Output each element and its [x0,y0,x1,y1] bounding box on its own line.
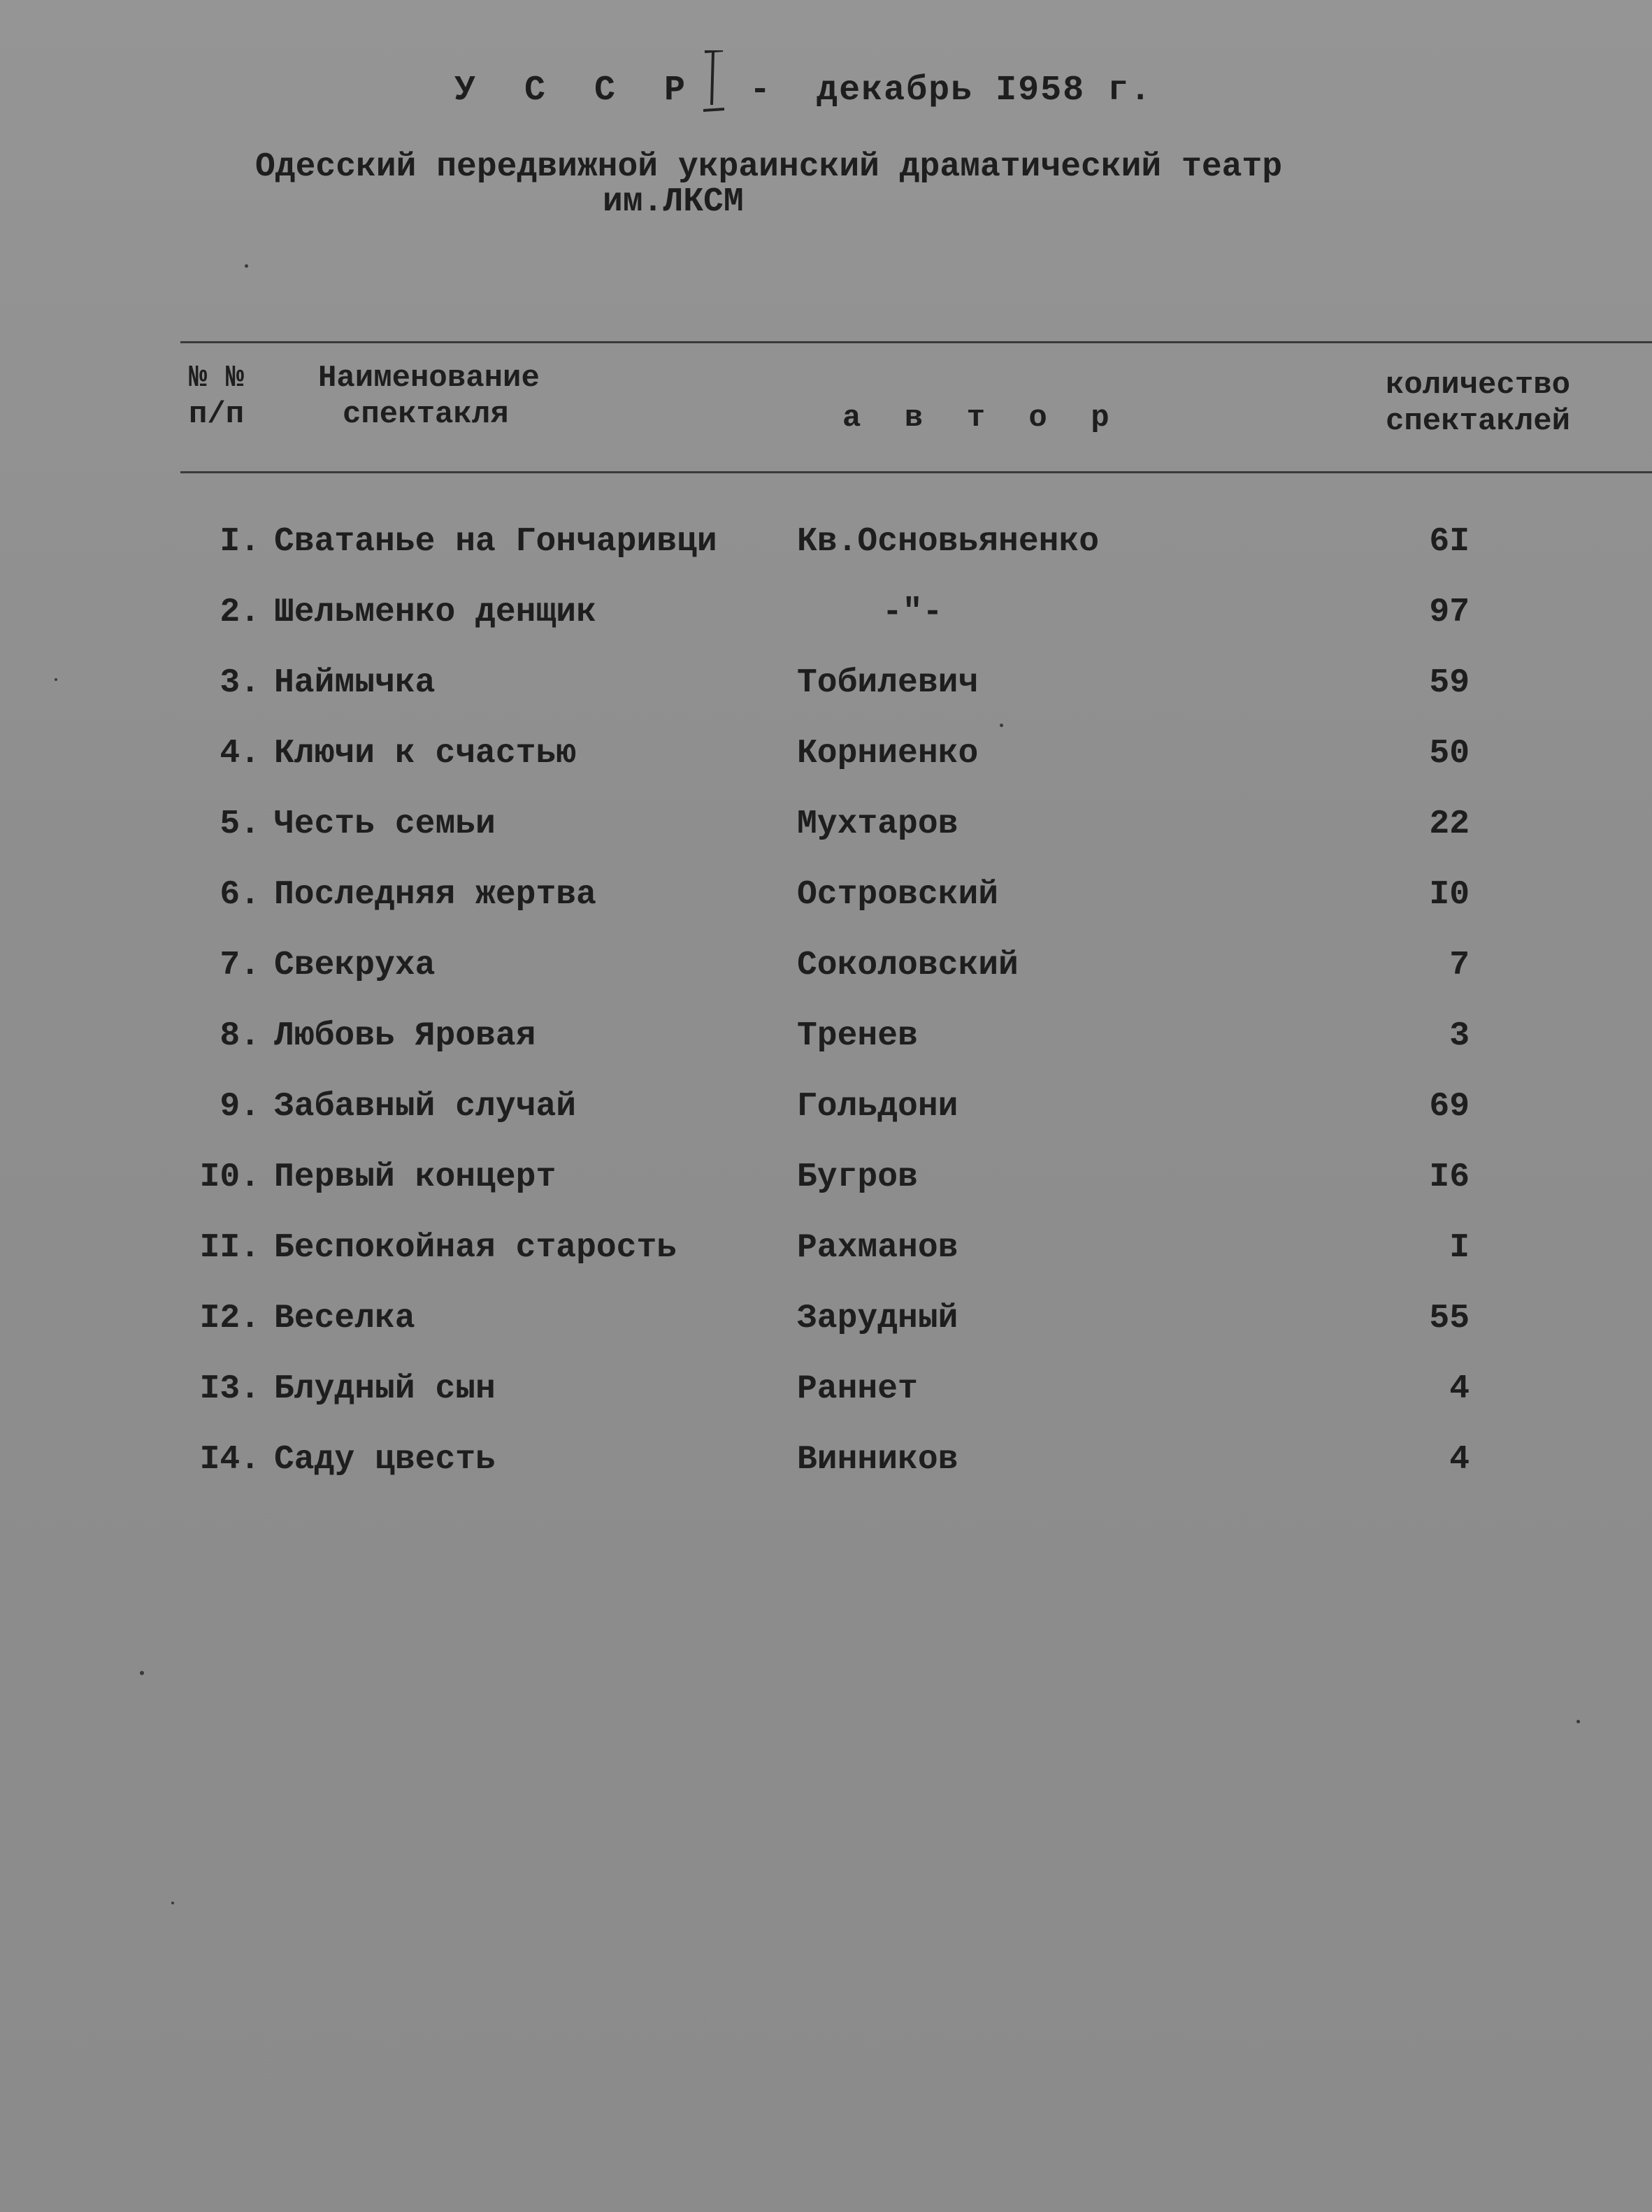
performance-count: 3 [1449,1017,1470,1055]
play-author: Тобилевич [797,664,979,702]
handwritten-mark-icon [699,71,727,110]
paper-speck [140,1671,144,1675]
play-author: Винников [797,1441,958,1479]
table-top-rule [180,341,1652,343]
play-author: Гольдони [797,1088,958,1126]
play-title: Веселка [274,1300,415,1337]
table-row [0,1088,1652,1130]
play-author: Корниенко [797,735,979,773]
table-row [0,876,1652,918]
table-row [0,1158,1652,1200]
row-number: 2. [220,594,260,631]
table-row [0,735,1652,777]
row-number: I. [220,523,260,561]
column-header-count-line1: количество [1386,368,1571,403]
play-title: Свекруха [274,947,436,984]
theatre-name-suffix: им.ЛКСМ [603,183,744,221]
table-header-rule [180,471,1652,473]
play-title: Любовь Яровая [274,1017,536,1055]
play-author: Соколовский [797,947,1019,984]
row-number: 6. [220,876,260,914]
row-number: I3. [199,1370,260,1408]
performance-count: 69 [1429,1088,1470,1126]
paper-speck [55,678,57,681]
performance-count: 22 [1429,805,1470,843]
column-header-count-line2: спектаклей [1386,404,1571,439]
row-number: 8. [220,1017,260,1055]
column-header-title-line1: Наименование [318,361,540,396]
table-row [0,947,1652,989]
table-row [0,523,1652,565]
column-header-number [189,360,244,433]
row-number: 9. [220,1088,260,1126]
performance-count: I6 [1429,1158,1470,1196]
play-title: Честь семьи [274,805,496,843]
column-header-title [318,360,540,433]
play-author: Кв.Основьяненко [797,523,1100,561]
play-author: Тренев [797,1017,918,1055]
play-title: Шельменко денщик [274,594,596,631]
performance-count: 59 [1429,664,1470,702]
paper-speck [1000,724,1003,727]
table-row [0,1300,1652,1342]
document-heading [454,50,1152,113]
heading-separator: - [749,71,773,110]
theatre-name: Одесский передвижной украинский драматический театр [255,148,1283,186]
play-author: Бугров [797,1158,918,1196]
region-label: У С С Р [454,71,700,110]
column-header-author: а в т о р [842,401,1122,436]
play-title: Ключи к счастью [274,735,577,773]
table-row [0,1441,1652,1483]
column-header-title-line2: спектакля [343,397,509,432]
row-number: II. [199,1229,260,1267]
play-author: Зарудный [797,1300,958,1337]
performance-count: I [1449,1229,1470,1267]
play-title: Последняя жертва [274,876,596,914]
paper-speck [245,264,248,268]
play-title: Забавный случай [274,1088,577,1126]
table-row [0,664,1652,706]
play-author: Мухтаров [797,805,958,843]
performance-count: 97 [1429,594,1470,631]
column-header-number-line2: п/п [189,397,245,432]
play-author: Рахманов [797,1229,958,1267]
performance-count: 7 [1449,947,1470,984]
play-author: -"- [882,594,943,631]
column-header-number-line1: № № [189,361,245,396]
column-header-count [1386,367,1570,440]
performance-count: 4 [1449,1441,1470,1479]
table-row [0,1370,1652,1412]
table-row [0,594,1652,635]
table-row [0,1017,1652,1059]
performance-count: 4 [1449,1370,1470,1408]
play-title: Сватанье на Гончаривци [274,523,717,561]
play-author: Островский [797,876,999,914]
paper-speck [1576,1720,1580,1723]
row-number: 7. [220,947,260,984]
performance-count: 55 [1429,1300,1470,1337]
play-title: Блудный сын [274,1370,496,1408]
row-number: I2. [199,1300,260,1337]
row-number: 5. [220,805,260,843]
table-row [0,1229,1652,1271]
row-number: 4. [220,735,260,773]
performance-count: 50 [1429,735,1470,773]
row-number: 3. [220,664,260,702]
table-row [0,805,1652,847]
performance-count: 6I [1429,523,1470,561]
play-title: Саду цвесть [274,1441,496,1479]
play-author: Раннет [797,1370,918,1408]
performance-count: I0 [1429,876,1470,914]
row-number: I0. [199,1158,260,1196]
document-date: декабрь I958 г. [817,71,1153,110]
play-title: Наймычка [274,664,436,702]
play-title: Первый концерт [274,1158,556,1196]
row-number: I4. [199,1441,260,1479]
play-title: Беспокойная старость [274,1229,677,1267]
paper-speck [171,1902,174,1904]
